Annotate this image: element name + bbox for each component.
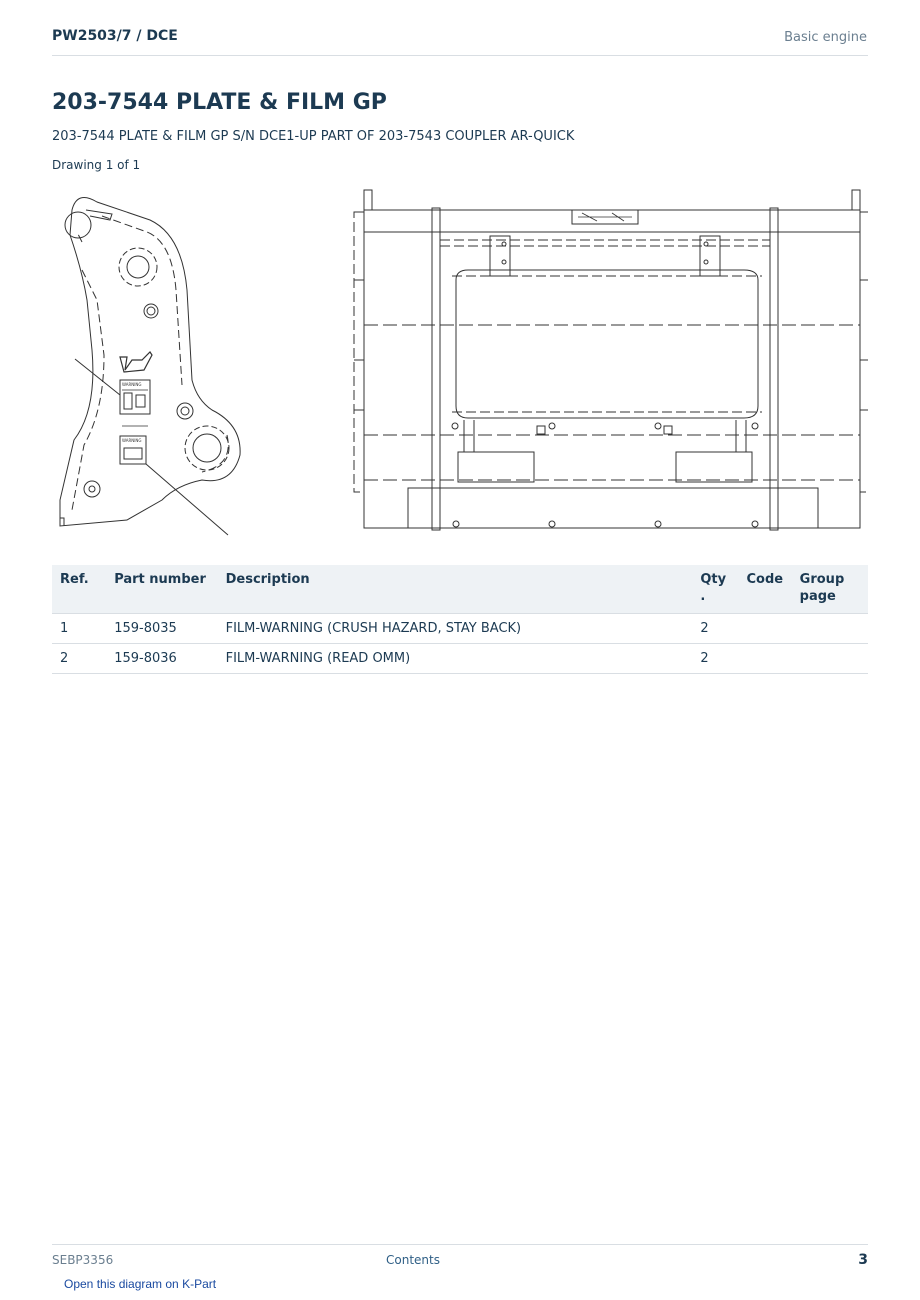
- row-qty: 2: [692, 644, 738, 674]
- row-group-page: [792, 644, 868, 674]
- col-ref: Ref.: [52, 565, 106, 614]
- row-ref: 1: [52, 614, 106, 644]
- table-row: [52, 644, 868, 674]
- row-part-number: 159-8036: [106, 644, 217, 674]
- document-id: SEBP3356: [52, 1253, 114, 1267]
- table-header-row: [52, 565, 868, 614]
- row-description: FILM-WARNING (CRUSH HAZARD, STAY BACK): [218, 614, 693, 644]
- col-qty: Qty .: [692, 565, 738, 614]
- parts-diagram[interactable]: [52, 180, 868, 540]
- header-divider: [52, 55, 868, 56]
- row-description: FILM-WARNING (READ OMM): [218, 644, 693, 674]
- table-row: [52, 614, 868, 644]
- decal-warning-text-2: WARNING: [122, 438, 142, 443]
- col-part-number: Part number: [106, 565, 217, 614]
- parts-table: [52, 565, 868, 674]
- col-code: Code: [738, 565, 791, 614]
- row-ref: 2: [52, 644, 106, 674]
- open-diagram-link[interactable]: Open this diagram on K-Part: [64, 1277, 217, 1291]
- row-code: [738, 644, 791, 674]
- row-group-page: [792, 614, 868, 644]
- row-qty: 2: [692, 614, 738, 644]
- contents-link[interactable]: Contents: [386, 1253, 440, 1267]
- row-code: [738, 614, 791, 644]
- document-model-header: PW2503/7 / DCE: [52, 28, 178, 44]
- decal-warning-text-1: WARNING: [122, 382, 142, 387]
- page-number: 3: [858, 1252, 868, 1268]
- col-group-page: Group page: [792, 565, 868, 614]
- page-subtitle: 203-7544 PLATE & FILM GP S/N DCE1-UP PART OF 203-7543 COUPLER AR-QUICK: [52, 129, 575, 144]
- row-part-number: 159-8035: [106, 614, 217, 644]
- drawing-counter: Drawing 1 of 1: [52, 158, 141, 172]
- coupler-side-view: [60, 198, 240, 536]
- section-name: Basic engine: [784, 30, 867, 45]
- footer-divider: [52, 1244, 868, 1245]
- coupler-top-view: [354, 190, 868, 530]
- col-description: Description: [218, 565, 693, 614]
- page-title: 203-7544 PLATE & FILM GP: [52, 90, 387, 115]
